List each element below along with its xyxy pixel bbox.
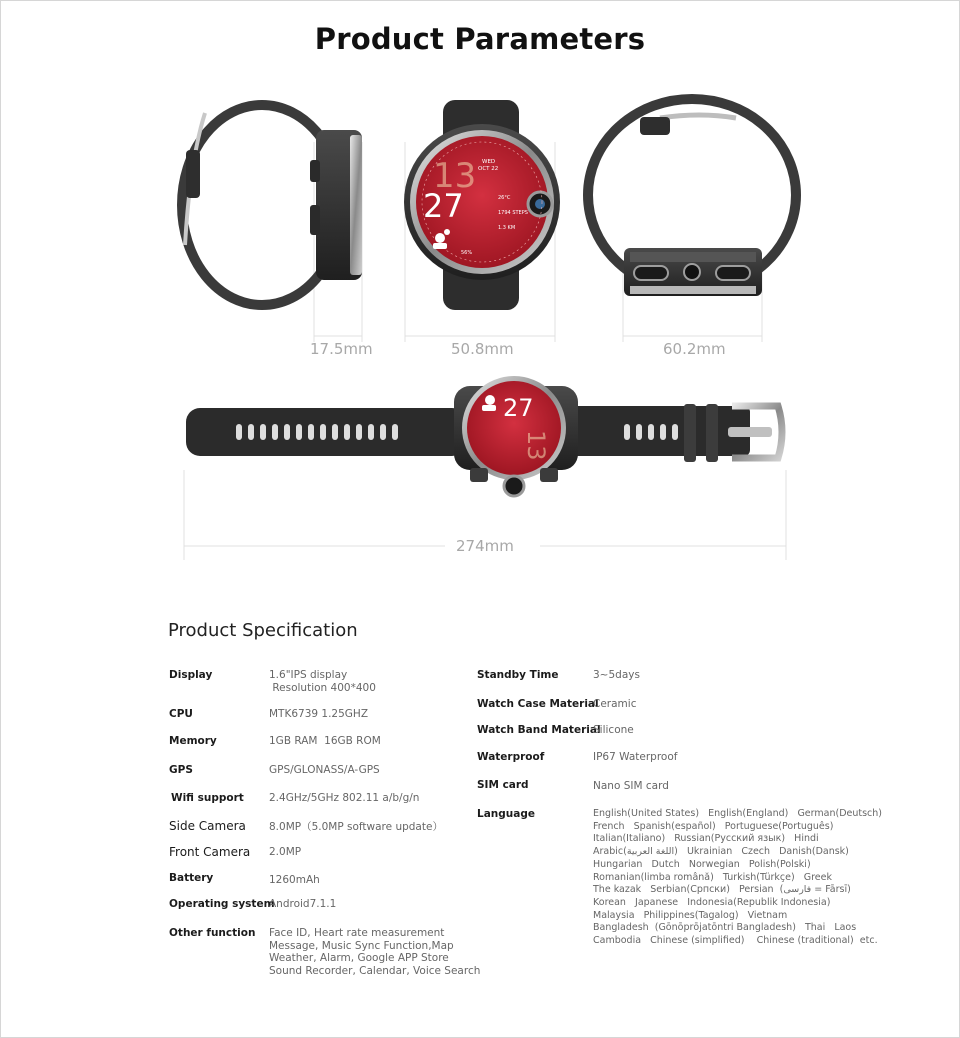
spec-label-os: Operating system	[169, 898, 275, 910]
face-distance: 1.3 KM	[498, 225, 516, 231]
language-line: Hungarian Dutch Norwegian Polish(Polski)	[593, 858, 811, 870]
face-steps: 1794 STEPS	[498, 210, 528, 216]
language-line: Bangladesh (Gōnōprōjatōntri Bangladesh) Thai Laos	[593, 922, 857, 934]
watch-flat-view	[186, 376, 782, 496]
spec-label-band-material: Watch Band Material	[477, 724, 601, 736]
spec-value-band-material: Silicone	[593, 724, 634, 736]
strap-length-label: 274mm	[456, 537, 514, 555]
bottom-width-label: 60.2mm	[663, 340, 726, 358]
language-line: Cambodia Chinese (simplified) Chinese (traditional) etc.	[593, 935, 878, 947]
spec-value-side-camera: 8.0MP（5.0MP software update）	[269, 821, 443, 833]
face-date: OCT 22	[478, 166, 499, 172]
face-battery: 56%	[461, 250, 473, 256]
spec-label-standby: Standby Time	[477, 669, 559, 681]
spec-value-standby: 3~5days	[593, 669, 640, 681]
spec-value-front-camera: 2.0MP	[269, 846, 302, 858]
spec-label-cpu: CPU	[169, 708, 193, 720]
spec-value-case-material: Ceramic	[593, 698, 637, 710]
page-title: Product Parameters	[314, 22, 646, 56]
spec-value-display: 1.6"IPS display Resolution 400*400	[269, 669, 376, 694]
watch-bottom-view	[588, 99, 796, 296]
spec-title: Product Specification	[168, 620, 358, 641]
front-width-label: 50.8mm	[451, 340, 514, 358]
language-line: Italian(Italiano) Russian(Русский язык) Hindi	[593, 833, 819, 845]
spec-label-battery: Battery	[169, 872, 214, 884]
spec-value-sim: Nano SIM card	[593, 780, 669, 792]
spec-value-language-list	[593, 808, 882, 948]
watch-side-view	[182, 105, 362, 305]
language-line: The kazak Serbian(Српски) Persian (فارسی = Fārsī)	[593, 884, 851, 896]
face-temp: 26°C	[498, 195, 511, 201]
side-thickness-label: 17.5mm	[310, 340, 373, 358]
spec-label-case-material: Watch Case Material	[477, 698, 599, 710]
spec-value-gps: GPS/GLONASS/A-GPS	[269, 764, 380, 776]
face-day: WED	[482, 159, 496, 165]
spec-label-display: Display	[169, 669, 213, 681]
face-hour: 13	[433, 156, 477, 196]
spec-value-battery: 1260mAh	[269, 874, 320, 886]
spec-label-wifi: Wifi support	[171, 792, 244, 804]
spec-label-waterproof: Waterproof	[477, 751, 545, 763]
spec-label-sim: SIM card	[477, 779, 529, 791]
spec-label-side-camera: Side Camera	[169, 819, 246, 833]
spec-label-front-camera: Front Camera	[169, 845, 251, 859]
spec-label-other-function: Other function	[169, 927, 256, 939]
spec-label-gps: GPS	[169, 764, 193, 776]
flat-face-hour: 13	[522, 430, 550, 461]
language-line: French Spanish(español) Portuguese(Português)	[593, 820, 834, 832]
spec-value-cpu: MTK6739 1.25GHZ	[269, 708, 369, 720]
spec-value-waterproof: IP67 Waterproof	[593, 751, 678, 763]
language-line: Korean Japanese Indonesia(Republik Indonesia)	[593, 896, 831, 908]
language-line: English(United States) English(England) German(Deutsch)	[593, 808, 882, 819]
language-line: Malaysia Philippines(Tagalog) Vietnam	[593, 909, 788, 921]
flat-face-minute: 27	[503, 394, 534, 422]
spec-label-memory: Memory	[169, 735, 217, 747]
spec-value-os: Android7.1.1	[269, 898, 337, 910]
language-line: Arabic(اللغة العربية) Ukrainian Czech Danish(Dansk)	[593, 846, 849, 858]
spec-label-language: Language	[477, 808, 535, 820]
spec-value-memory: 1GB RAM 16GB ROM	[269, 735, 381, 747]
spec-value-other-function: Face ID, Heart rate measurement Message, Music Sync Function,Map Weather, Alarm, Google APP Store Sound Recorder, Calendar, Voice Search	[269, 927, 481, 977]
language-line: Romanian(limba română) Turkish(Türkçe) Greek	[593, 871, 832, 883]
spec-value-wifi: 2.4GHz/5GHz 802.11 a/b/g/n	[269, 792, 420, 804]
face-minute: 27	[423, 187, 464, 225]
